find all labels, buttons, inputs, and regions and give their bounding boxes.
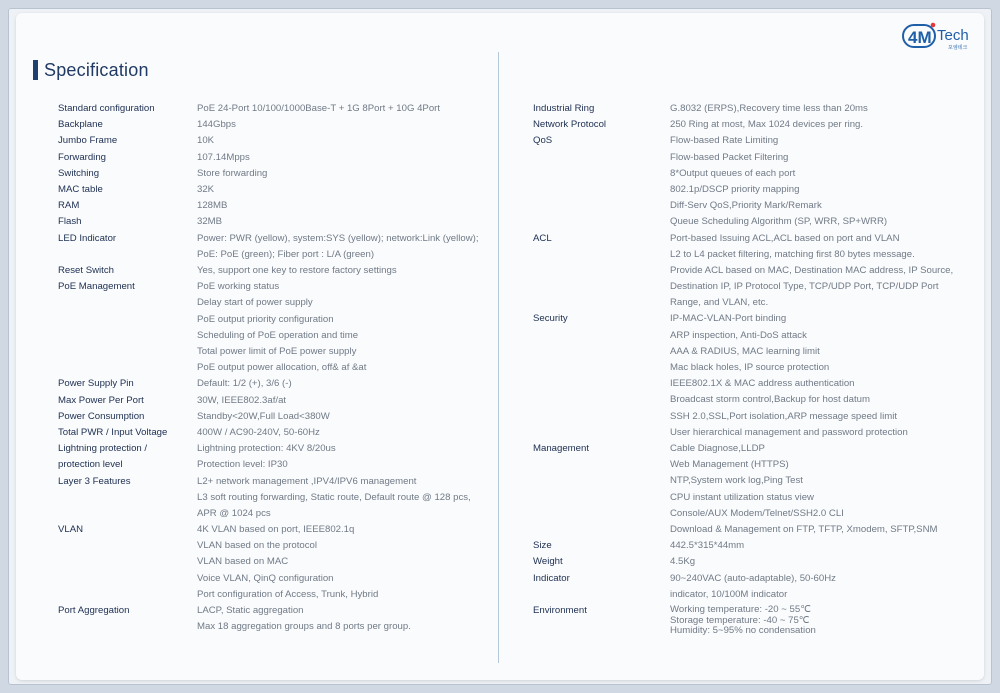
spec-value: PoE 24-Port 10/100/1000Base-T + 1G 8Port + 10G 4Port xyxy=(197,103,441,114)
svg-text:Tech: Tech xyxy=(937,27,969,44)
spec-label: protection level xyxy=(58,459,123,471)
spec-value: Destination IP, IP Protocol Type, TCP/UDP Port, TCP/UDP Port xyxy=(670,281,939,293)
spec-value: 107.14Mpps xyxy=(197,151,250,163)
spec-value: 4K VLAN based on port, IEEE802.1q xyxy=(197,524,355,536)
spec-row xyxy=(58,474,478,523)
spec-values xyxy=(197,474,471,523)
spec-value: Working temperature: -20 ~ 55℃ xyxy=(670,604,811,616)
spec-label: Port Aggregation xyxy=(58,605,130,617)
spec-value: Port configuration of Access, Trunk, Hybrid xyxy=(197,588,379,600)
spec-values xyxy=(670,603,816,637)
svg-text:4M: 4M xyxy=(908,28,932,47)
spec-value: NTP,System work log,Ping Test xyxy=(670,475,803,487)
spec-value: Flow-based Rate Limiting xyxy=(670,135,779,147)
spec-label: PoE Management xyxy=(58,281,135,293)
spec-row xyxy=(58,231,478,263)
spec-value: Download & Management on FTP, TFTP, Xmodem, SFTP,SNM xyxy=(670,523,938,535)
spec-values xyxy=(670,441,938,538)
spec-values xyxy=(197,182,214,198)
spec-value: 4.5Kg xyxy=(670,556,696,568)
spec-value: PoE output priority configuration xyxy=(197,313,334,325)
spec-values xyxy=(197,117,236,133)
spec-label: Total PWR / Input Voltage xyxy=(58,426,168,438)
spec-row xyxy=(533,231,953,312)
spec-value: LACP, Static aggregation xyxy=(197,605,304,617)
spec-label: Standard configuration xyxy=(58,103,155,114)
spec-row xyxy=(58,603,478,635)
spec-values xyxy=(670,571,836,603)
spec-values xyxy=(670,133,887,230)
spec-values xyxy=(197,393,286,409)
spec-value: Console/AUX Modem/Telnet/SSH2.0 CLI xyxy=(670,507,844,519)
spec-row xyxy=(58,182,478,198)
spec-label: Layer 3 Features xyxy=(58,475,131,487)
spec-value: Lightning protection: 4KV 8/20us xyxy=(197,443,336,455)
spec-values xyxy=(197,376,292,392)
spec-value: Web Management (HTTPS) xyxy=(670,459,789,471)
spec-value: 250 Ring at most, Max 1024 devices per ring. xyxy=(670,119,864,131)
spec-label: Network Protocol xyxy=(533,119,607,131)
right-spec-column xyxy=(533,101,953,637)
spec-label: Power Consumption xyxy=(58,410,145,422)
spec-values xyxy=(670,538,744,554)
spec-values xyxy=(197,409,330,425)
spec-value: 30W, IEEE802.3af/at xyxy=(197,394,287,406)
spec-value: 90~240VAC (auto-adaptable), 50-60Hz xyxy=(670,572,836,584)
spec-label: Backplane xyxy=(58,119,103,131)
spec-values xyxy=(197,279,366,376)
spec-value: G.8032 (ERPS),Recovery time less than 20ms xyxy=(670,103,868,114)
spec-values xyxy=(670,117,863,133)
spec-label: Weight xyxy=(533,556,563,568)
spec-value: Protection level: IP30 xyxy=(197,459,288,471)
spec-label: MAC table xyxy=(58,184,103,196)
spec-values xyxy=(197,425,320,441)
spec-label: RAM xyxy=(58,200,80,212)
column-divider xyxy=(498,52,499,663)
spec-row xyxy=(533,603,953,637)
spec-values xyxy=(197,441,336,457)
spec-row xyxy=(58,150,478,166)
spec-row xyxy=(58,166,478,182)
spec-value: Standby<20W,Full Load<380W xyxy=(197,410,330,422)
spec-row xyxy=(533,101,953,117)
spec-values xyxy=(197,231,478,263)
spec-value: Total power limit of PoE power supply xyxy=(197,345,357,357)
spec-row xyxy=(533,133,953,230)
page-title: Specification xyxy=(44,60,149,80)
spec-value: Range, and VLAN, etc. xyxy=(670,297,769,309)
spec-value: VLAN based on MAC xyxy=(197,556,289,568)
spec-row xyxy=(58,279,478,376)
spec-label: Switching xyxy=(58,167,100,179)
spec-row xyxy=(533,441,953,538)
spec-values xyxy=(670,554,695,570)
spec-value: L2+ network management ,IPV4/IPV6 management xyxy=(197,475,417,487)
spec-value: ARP inspection, Anti-DoS attack xyxy=(670,329,807,341)
spec-values xyxy=(197,457,288,473)
spec-row xyxy=(533,538,953,554)
spec-label: Max Power Per Port xyxy=(58,394,144,406)
spec-label: Forwarding xyxy=(58,151,106,163)
spec-value: CPU instant utilization status view xyxy=(670,491,814,503)
spec-value: 32MB xyxy=(197,216,223,228)
spec-row xyxy=(58,376,478,392)
spec-row xyxy=(533,117,953,133)
spec-row xyxy=(533,571,953,603)
spec-row xyxy=(58,263,478,279)
spec-label: Management xyxy=(533,442,589,454)
spec-values xyxy=(670,311,908,441)
spec-row xyxy=(58,117,478,133)
spec-row xyxy=(533,311,953,441)
spec-row xyxy=(58,425,478,441)
spec-row xyxy=(58,393,478,409)
spec-value: 400W / AC90-240V, 50-60Hz xyxy=(197,426,320,438)
spec-value: L2 to L4 packet filtering, matching first 80 bytes message. xyxy=(670,248,915,260)
spec-value: 144Gbps xyxy=(197,119,236,131)
spec-value: Yes, support one key to restore factory settings xyxy=(197,265,397,276)
spec-row xyxy=(58,133,478,149)
spec-value: IP-MAC-VLAN-Port binding xyxy=(670,313,787,325)
spec-values xyxy=(197,603,411,635)
spec-value: Broadcast storm control,Backup for host datum xyxy=(670,394,870,406)
spec-label: Security xyxy=(533,313,568,325)
spec-label: VLAN xyxy=(58,524,84,536)
title-accent-bar xyxy=(33,60,38,80)
spec-label: Flash xyxy=(58,216,82,228)
spec-values xyxy=(197,133,214,149)
spec-values xyxy=(670,101,868,117)
spec-row xyxy=(58,457,478,473)
spec-value: User hierarchical management and password protection xyxy=(670,426,908,438)
spec-label: ACL xyxy=(533,232,552,244)
spec-row xyxy=(58,101,478,117)
spec-value: indicator, 10/100M indicator xyxy=(670,588,788,600)
spec-value: 128MB xyxy=(197,200,228,212)
spec-label: Size xyxy=(533,540,552,552)
spec-label: Power Supply Pin xyxy=(58,378,134,390)
spec-value: PoE: PoE (green); Fiber port : L/A (green) xyxy=(197,248,375,260)
spec-label: Lightning protection / xyxy=(58,443,148,455)
left-spec-column xyxy=(58,101,478,635)
spec-value: Power: PWR (yellow), system:SYS (yellow); network:Link (yellow); xyxy=(197,232,479,244)
spec-value: 8*Output queues of each port xyxy=(670,167,796,179)
spec-row xyxy=(58,409,478,425)
spec-label: Reset Switch xyxy=(58,265,114,276)
spec-value: Storage temperature: -40 ~ 75℃ xyxy=(670,614,810,626)
spec-label: QoS xyxy=(533,135,553,147)
spec-value: Default: 1/2 (+), 3/6 (-) xyxy=(197,378,292,390)
spec-value: Queue Scheduling Algorithm (SP, WRR, SP+WRR) xyxy=(670,216,888,228)
company-logo xyxy=(902,22,982,52)
spec-label: Environment xyxy=(533,604,587,616)
spec-value: Cable Diagnose,LLDP xyxy=(670,442,765,454)
spec-value: 32K xyxy=(197,184,215,196)
spec-value: 802.1p/DSCP priority mapping xyxy=(670,183,800,195)
spec-value: Flow-based Packet Filtering xyxy=(670,151,789,163)
spec-value: 442.5*315*44mm xyxy=(670,540,745,552)
spec-value: AAA & RADIUS, MAC learning limit xyxy=(670,345,820,357)
spec-values xyxy=(197,198,227,214)
spec-label: Industrial Ring xyxy=(533,103,595,114)
spec-row xyxy=(58,522,478,603)
spec-value: Voice VLAN, QinQ configuration xyxy=(197,572,334,584)
spec-value: SSH 2.0,SSL,Port isolation,ARP message speed limit xyxy=(670,410,897,422)
spec-value: Provide ACL based on MAC, Destination MAC address, IP Source, xyxy=(670,264,954,276)
spec-value: L3 soft routing forwarding, Static route, Default route @ 128 pcs, xyxy=(197,491,471,503)
spec-values xyxy=(197,150,250,166)
svg-text:포엠테크: 포엠테크 xyxy=(948,45,968,51)
spec-value: Diff-Serv QoS,Priority Mark/Remark xyxy=(670,200,822,212)
spec-value: Mac black holes, IP source protection xyxy=(670,362,830,374)
spec-values xyxy=(197,166,267,182)
spec-values xyxy=(670,231,953,312)
spec-value: PoE working status xyxy=(197,281,280,293)
spec-values xyxy=(197,263,397,279)
spec-value: IEEE802.1X & MAC address authentication xyxy=(670,378,855,390)
spec-value: PoE output power allocation, off& af &at xyxy=(197,362,367,374)
spec-value: Store forwarding xyxy=(197,167,268,179)
spec-label: LED Indicator xyxy=(58,232,117,244)
spec-row xyxy=(58,214,478,230)
spec-row xyxy=(58,441,478,457)
spec-value: APR @ 1024 pcs xyxy=(197,507,271,519)
spec-row xyxy=(58,198,478,214)
spec-values xyxy=(197,101,440,117)
spec-value: Delay start of power supply xyxy=(197,297,313,309)
spec-row xyxy=(533,554,953,570)
spec-value: VLAN based on the protocol xyxy=(197,540,318,552)
spec-value: Humidity: 5~95% no condensation xyxy=(670,625,816,637)
spec-label: Jumbo Frame xyxy=(58,135,118,147)
spec-value: Max 18 aggregation groups and 8 ports per group. xyxy=(197,621,411,633)
spec-value: Port-based Issuing ACL,ACL based on port and VLAN xyxy=(670,232,900,244)
spec-value: Scheduling of PoE operation and time xyxy=(197,329,359,341)
spec-values xyxy=(197,522,378,603)
spec-value: 10K xyxy=(197,135,215,147)
spec-label: Indicator xyxy=(533,572,570,584)
spec-values xyxy=(197,214,222,230)
